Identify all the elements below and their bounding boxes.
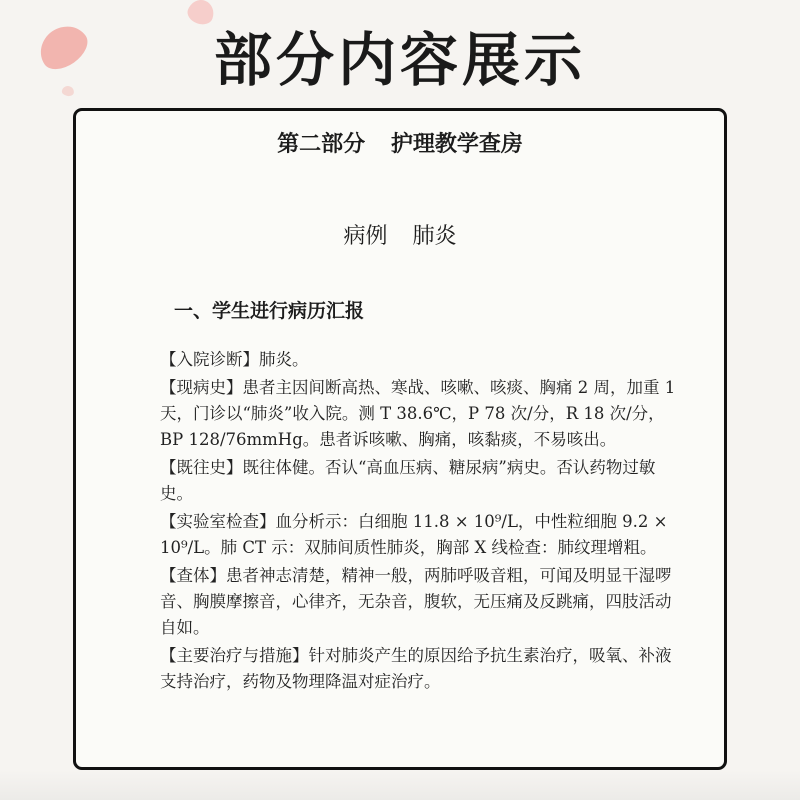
paragraph-label: 【查体】 [160,566,226,585]
paragraph-text: 血分析示：白细胞 11.8 × 10⁹/L，中性粒细胞 9.2 × 10⁹/L。肺 CT 示：双肺间质性肺炎，胸部 X 线检查：肺纹理增粗。 [160,512,668,557]
paragraph-label: 【既往史】 [160,458,243,477]
paragraph-admission-diagnosis [160,347,680,373]
paragraph-label: 【入院诊断】 [160,350,259,369]
paragraph-label: 【主要治疗与措施】 [160,646,309,665]
paragraph-lab-tests [160,509,680,561]
paragraph-present-illness [160,375,680,453]
paragraph-text: 既往体健。否认“高血压病、糖尿病”病史。否认药物过敏史。 [160,458,656,503]
paragraph-text: 肺炎。 [259,350,309,369]
paragraph-treatment [160,643,680,695]
section-heading: 一、学生进行病历汇报 [174,300,365,322]
paragraph-text: 针对肺炎产生的原因给予抗生素治疗，吸氧、补液支持治疗，药物及物理降温对症治疗。 [160,646,672,691]
case-report-body [160,347,680,697]
bottom-decoration [0,770,800,800]
part-heading: 第二部分 护理教学查房 [277,132,523,157]
paragraph-text: 患者神志清楚，精神一般，两肺呼吸音粗，可闻及明显干湿啰音、胸膜摩擦音，心律齐，无杂音，腹软，无压痛及反跳痛，四肢活动自如。 [160,566,672,637]
banner-title: 部分内容展示 [213,26,586,94]
paragraph-past-history [160,455,680,507]
paragraph-text: 患者主因间断高热、寒战、咳嗽、咳痰、胸痛 2 周，加重 1 天，门诊以“肺炎”收入院。测 T 38.6℃，P 78 次/分，R 18 次/分，BP 128/76mmHg。患者诉咳嗽、胸痛，咳黏痰，不易咳出。 [160,378,676,449]
paragraph-physical-exam [160,563,680,641]
case-heading: 病例 肺炎 [343,224,457,249]
paragraph-label: 【现病史】 [160,378,243,397]
paragraph-label: 【实验室检查】 [160,512,276,531]
book-page-preview [73,108,727,770]
